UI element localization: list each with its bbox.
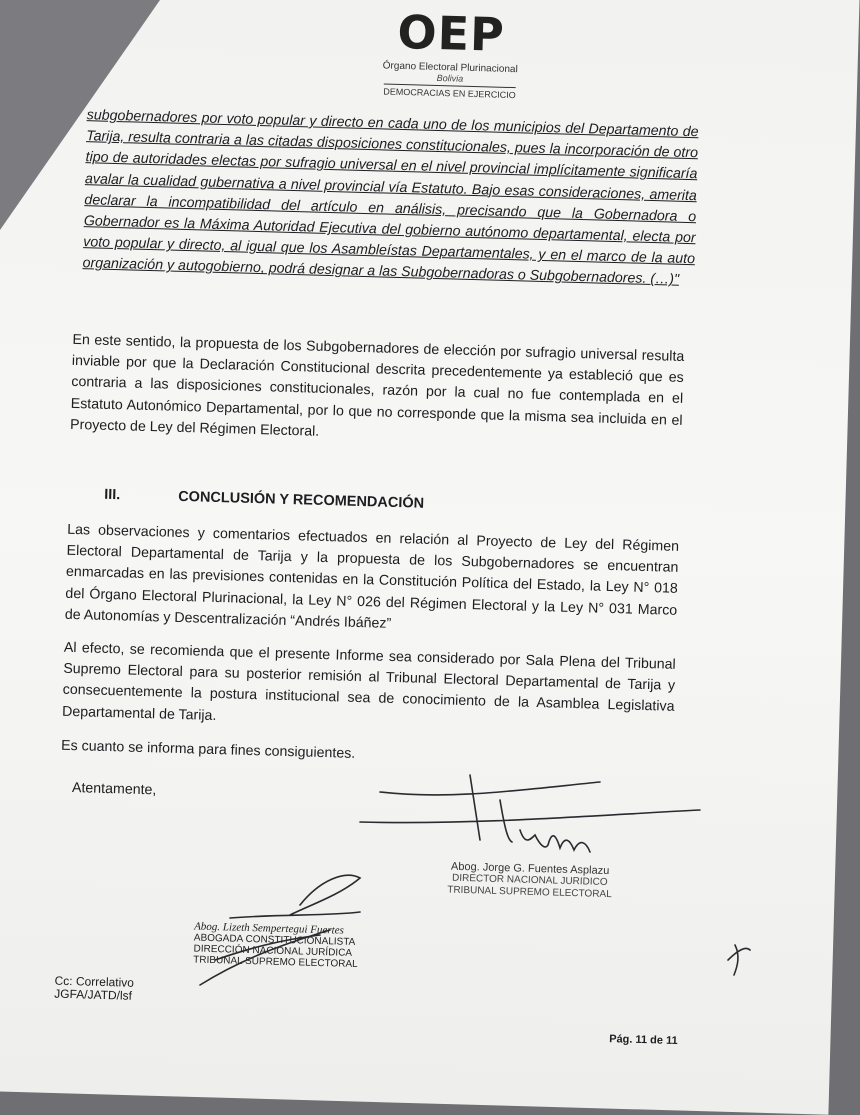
- director-org: TRIBUNAL SUPREMO ELECTORAL: [447, 884, 612, 901]
- logo-motto: DEMOCRACIAS EN EJERCICIO: [383, 83, 516, 100]
- abogada-title: ABOGADA CONSTITUCIONALISTA: [193, 932, 356, 948]
- paragraph-cierre: Es cuanto se informa para fines consiguientes.: [60, 737, 356, 762]
- signature-block-director: [447, 861, 612, 902]
- paragraph-recomendacion: Al efecto, se recomienda que el presente Informe sea considerado por Sala Plena del Tribunal Supremo Electoral para su posterior remisión al Tribunal Electoral Departamental de Tarija y consecuentemente la postura institucional sea de conocimiento de la Asamblea Legislativa Departamental de Tarija.: [61, 639, 676, 724]
- page-number: Pág. 11 de 11: [609, 1033, 678, 1048]
- section-title: CONCLUSIÓN Y RECOMENDACIÓN: [177, 488, 425, 512]
- oep-logo: [369, 4, 531, 103]
- logo-mark: OEP: [396, 4, 506, 62]
- cc-block: [54, 975, 134, 1003]
- closing-salutation: Atentamente,: [71, 780, 157, 799]
- quoted-paragraph: subgobernadores por voto popular y directo en cada uno de los municipios del Departamento de Tarija, resulta contraria a las citadas disposiciones constitucionales, pues la incorporación de otro tipo de autoridades electas por sufragio universal en el nivel provincial implícitamente significaría avalar la cualidad gubernativa a nivel provincial vía Estatuto. Bajo esas consideraciones, amerita declarar la incompatibilidad del artículo en análisis, precisando que la Gobernadora o Gobernador es la Máxima Autoridad Ejecutiva del gobierno autónomo departamental, electa por voto popular y directo, al igual que los Asambleístas Departamentales, y en el marco de la auto organización y autogobierno, podrá designar a las Subgobernadoras o Subgobernadores. (…)": [82, 107, 699, 289]
- abogada-dept: DIRECCIÓN NACIONAL JURÍDICA: [193, 943, 353, 959]
- logo-country: Bolivia: [436, 72, 464, 84]
- director-name: Abog. Jorge G. Fuentes Asplazu: [450, 860, 610, 878]
- paragraph-observaciones: Las observaciones y comentarios efectuados en relación al Proyecto de Ley del Régimen Electoral Departamental de Tarija y la propuesta de los Subgobernadores se encuentran enmarcadas en las previsiones contenidas en la Constitución Política del Estado, la Ley N° 018 del Órgano Electoral Plurinacional, la Ley N° 026 del Régimen Electoral y la Ley N° 031 Marco de Autonomías y Descentralización “Andrés Ibáñez”: [64, 521, 680, 632]
- paragraph-subgobernadores: En este sentido, la propuesta de los Subgobernadores de elección por sufragio universal resulta inviable por que la Declaración Constitucional descrita precedentemente ya estableció que es contraria a las disposiciones constitucionales, razón por la cual no fue contemplada en el Estatuto Autonómico Departamental, por lo que no corresponde que la misma sea incluida en el Proyecto de Ley del Régimen Electoral.: [69, 331, 685, 440]
- abogada-name: Abog. Lizeth Sempertegui Fuertes: [194, 920, 344, 937]
- initials-line: JGFA/JATD/lsf: [54, 986, 133, 1003]
- cc-line: Cc: Correlativo: [54, 973, 135, 990]
- signature-block-abogada: [193, 921, 359, 970]
- logo-name: Órgano Electoral Plurinacional: [382, 60, 518, 76]
- abogada-org: TRIBUNAL SUPREMO ELECTORAL: [193, 954, 358, 971]
- section-number: III.: [103, 486, 121, 504]
- director-title: DIRECTOR NACIONAL JURIDICO: [451, 872, 608, 889]
